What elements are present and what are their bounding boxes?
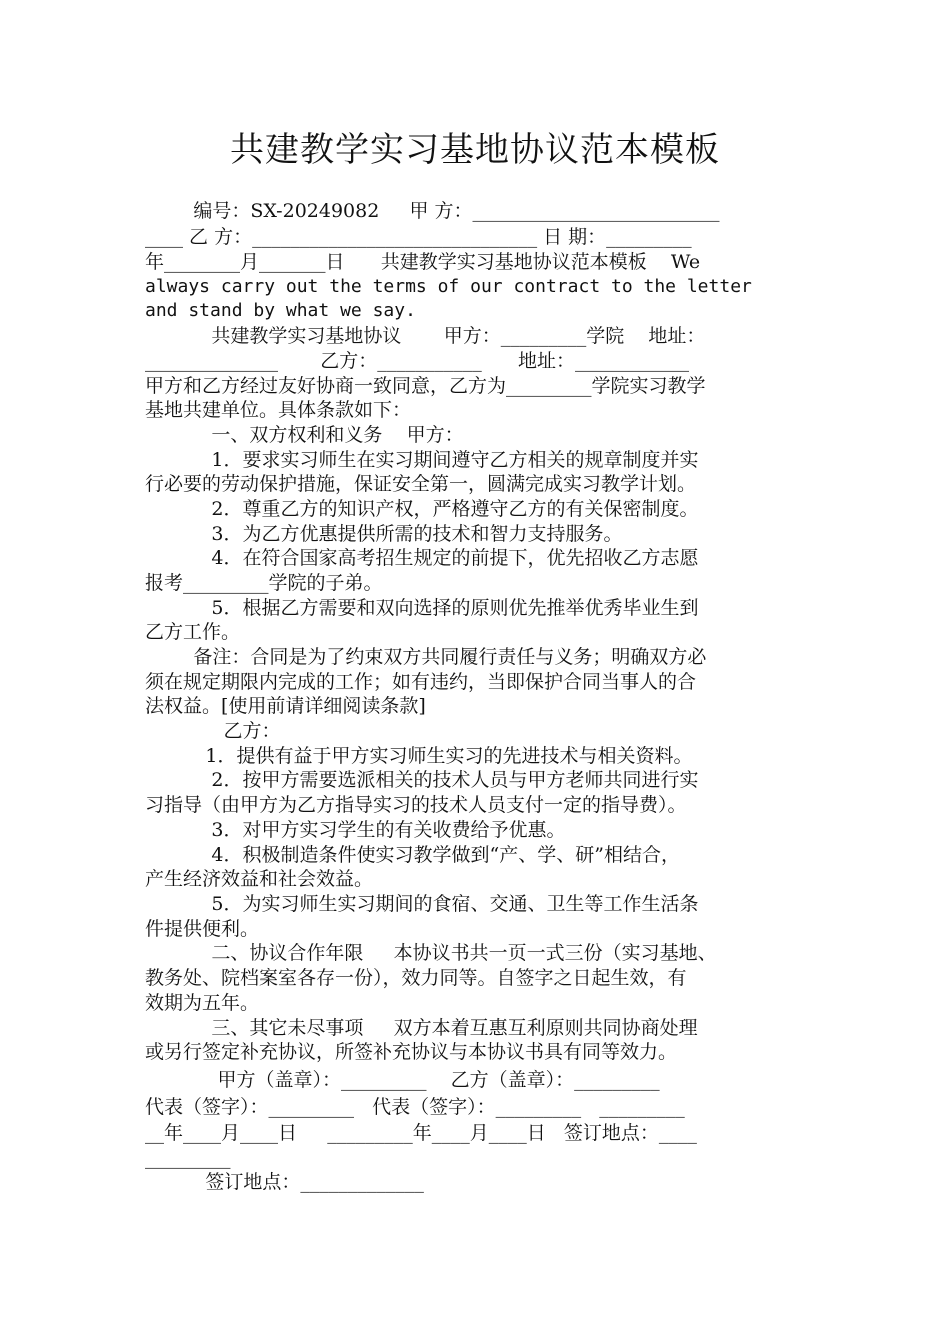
doc-line: 基地共建单位。具体条款如下： [145, 399, 412, 421]
doc-line: 三、其它未尽事项 双方本着互惠互利原则共同协商处理 [145, 1017, 698, 1039]
doc-line: 行必要的劳动保护措施，保证安全第一，圆满完成实习教学计划。 [145, 473, 697, 495]
doc-line: 3．对甲方实习学生的有关收费给予优惠。 [145, 819, 566, 841]
doc-line: 甲方和乙方经过友好协商一致同意，乙方为_________学院实习教学 [145, 375, 706, 397]
doc-line: 乙方工作。 [145, 621, 241, 643]
doc-line: 共建教学实习基地协议 甲方：_________学院 地址： [145, 325, 706, 347]
doc-line: 1．提供有益于甲方实习师生实习的先进技术与相关资料。 [145, 745, 693, 767]
doc-line: 2．按甲方需要选派相关的技术人员与甲方老师共同进行实 [145, 769, 699, 791]
doc-line: 5．根据乙方需要和双向选择的原则优先推举优秀毕业生到 [145, 597, 699, 619]
doc-line: ______________ 乙方：___________ 地址：____________ [145, 350, 690, 372]
doc-line: 法权益。[使用前请详细阅读条款] [145, 695, 426, 717]
doc-line: 备注：合同是为了约束双方共同履行责任与义务；明确双方必 [145, 646, 707, 668]
doc-line: 编号：SX-20249082 甲 方：__________________________ [145, 200, 720, 222]
doc-line: and stand by what we say. [145, 300, 416, 321]
doc-line: 年________月_______日 共建教学实习基地协议范本模板 We [145, 251, 701, 273]
document-title: 共建教学实习基地协议范本模板 [230, 130, 720, 170]
doc-line: always carry out the terms of our contract to the letter [145, 276, 752, 297]
doc-line: 教务处、院档案室各存一份），效力同等。自签字之日起生效，有 [145, 967, 687, 989]
doc-line: 3．为乙方优惠提供所需的技术和智力支持服务。 [145, 523, 623, 545]
doc-line: 4．积极制造条件使实习教学做到“产、学、研”相结合， [145, 844, 680, 866]
doc-line: 5．为实习师生实习期间的食宿、交通、卫生等工作生活条 [145, 893, 699, 915]
doc-line: 乙方： [145, 720, 281, 742]
doc-line: 报考_________学院的子弟。 [145, 572, 383, 594]
doc-line: 习指导（由甲方为乙方指导实习的技术人员支付一定的指导费）。 [145, 794, 687, 816]
doc-line: 效期为五年。 [145, 992, 260, 1014]
doc-line: 2．尊重乙方的知识产权，严格遵守乙方的有关保密制度。 [145, 498, 699, 520]
doc-line: 须在规定期限内完成的工作；如有违约，当即保护合同当事人的合 [145, 671, 697, 693]
signature-line: _________ [145, 1147, 231, 1169]
signature-line: __年____月____日 _________年____月____日 签订地点：____ [145, 1122, 697, 1144]
doc-line: 一、双方权利和义务 甲方： [145, 424, 464, 446]
doc-line: 或另行签定补充协议，所签补充协议与本协议书具有同等效力。 [145, 1041, 678, 1063]
doc-line: 二、协议合作年限 本协议书共一页一式三份（实习基地、 [145, 942, 717, 964]
doc-line: 产生经济效益和社会效益。 [145, 868, 374, 890]
signature-line: 甲方（盖章）：_________ 乙方（盖章）：_________ [145, 1069, 660, 1091]
doc-line: 件提供便利。 [145, 918, 260, 940]
signature-line: 签订地点：_____________ [145, 1171, 424, 1193]
doc-line: ____ 乙 方：______________________________ 日 期：_________ [145, 226, 692, 248]
doc-line: 1．要求实习师生在实习期间遵守乙方相关的规章制度并实 [145, 449, 699, 471]
signature-line: 代表（签字）：_________ 代表（签字）：_________ _________ [145, 1096, 685, 1118]
doc-line: 4．在符合国家高考招生规定的前提下，优先招收乙方志愿 [145, 547, 699, 569]
